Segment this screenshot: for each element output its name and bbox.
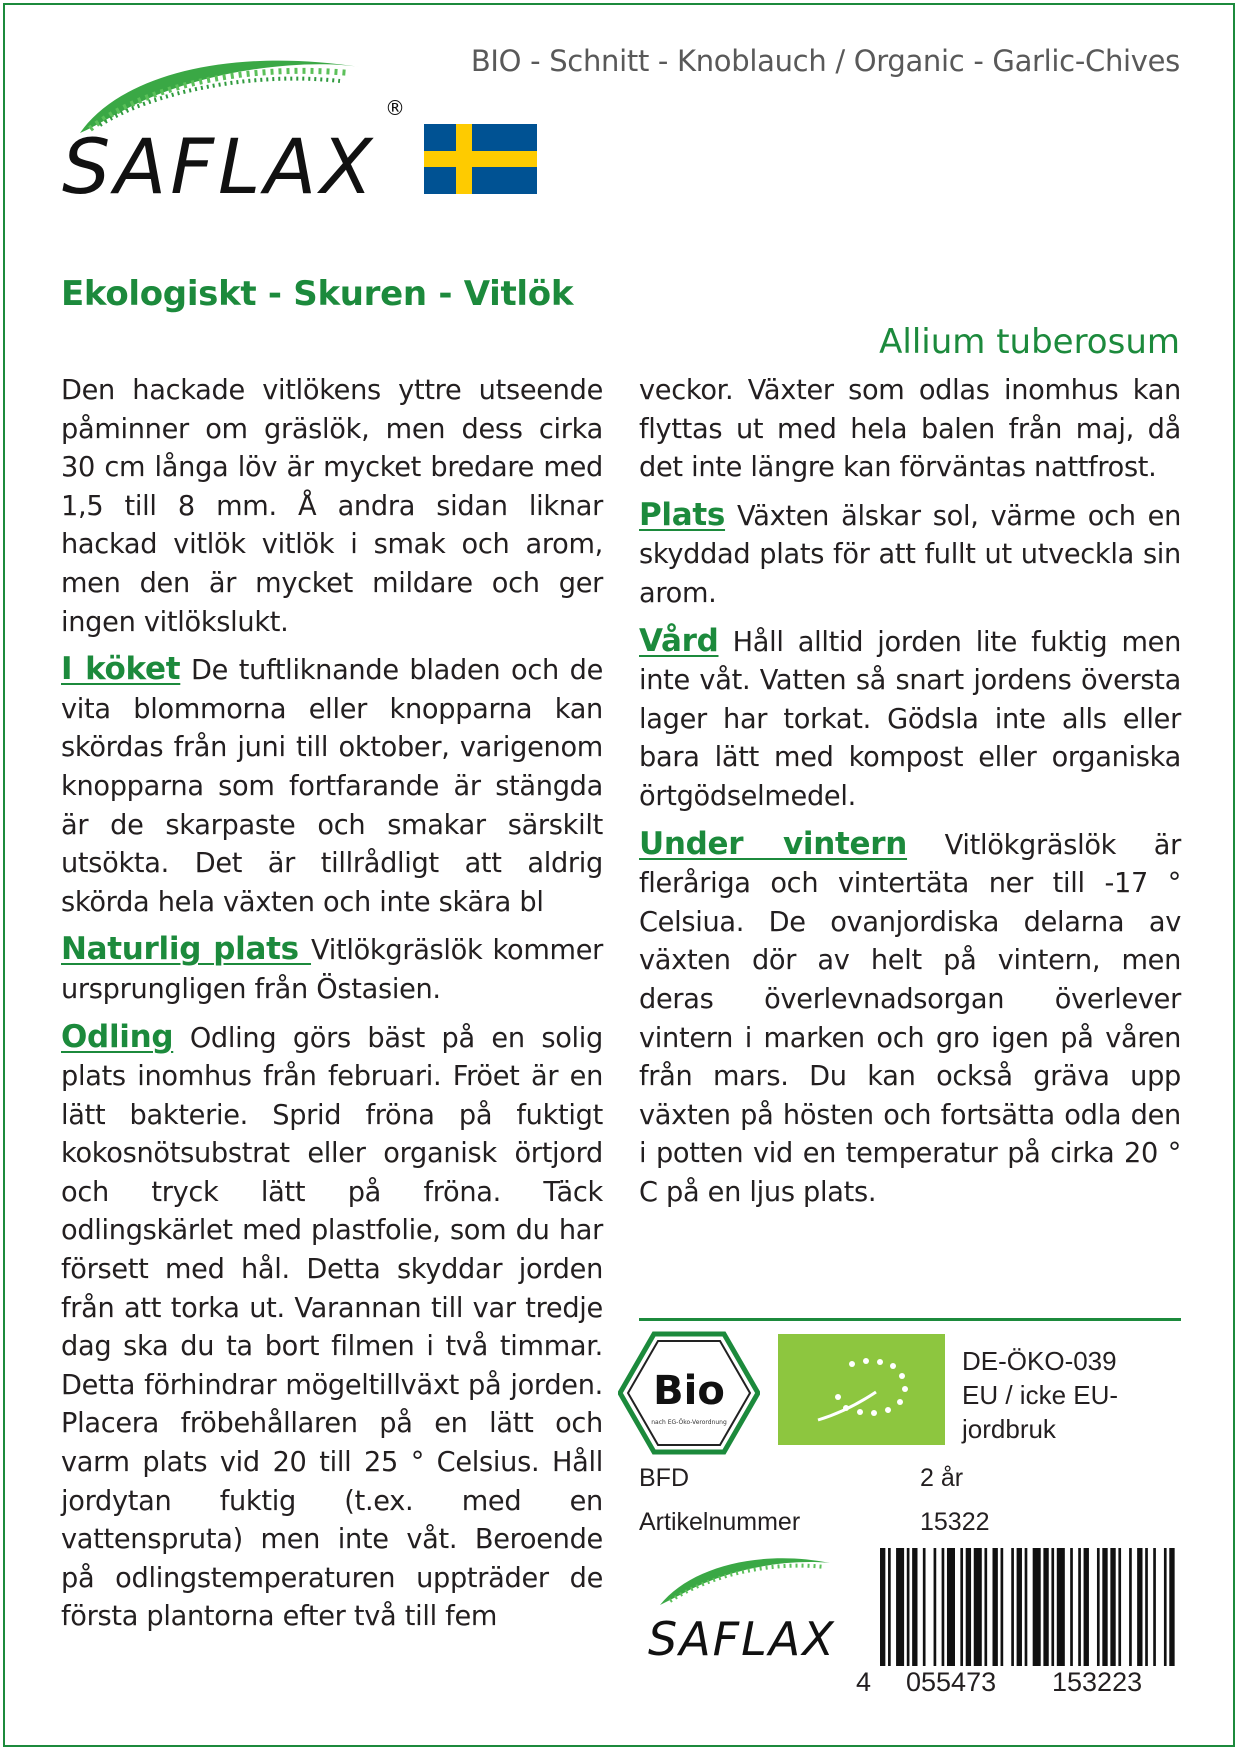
barcode-bar [1084,1548,1089,1666]
barcode-bar [1137,1548,1142,1666]
cultivation-heading: Odling [61,1018,174,1055]
barcode-bar [1153,1548,1156,1666]
barcode-bar [923,1548,926,1666]
barcode-bar [888,1548,891,1666]
barcode-bar [947,1548,955,1666]
certification-code: DE-ÖKO-039 [962,1346,1117,1376]
winter-text: Vitlökgräslök är fleråriga och vintertäta ner till -17 ° Celsiua. De ovanjordiska delarna av växten dör av helt på vintern, men deras överlevnadsorgan överlever vintern i marken och gro igen på våren från mars. Du kan också gräva upp växten på hösten och fortsätta odla den i potten vid en temperatur på cirka 20 ° C på en ljus plats. [639,829,1181,1208]
barcode-bar [1017,1548,1022,1666]
kitchen-heading: I köket [61,651,181,688]
barcode-bar [1164,1548,1167,1666]
natural-paragraph [61,930,603,1009]
bfd-value: 2 år [920,1464,964,1492]
care-paragraph [639,622,1181,817]
intro-paragraph: Den hackade vitlökens yttre utseende påminner om gräslök, men dess cirka 30 cm långa löv är mycket bredare med 1,5 till 8 mm. Å andra sidan liknar hackad vitlök vitlök i smak och arom, men den är mycket mildare och ger ingen vitlökslukt. [61,375,603,638]
barcode-bar [1129,1548,1132,1666]
right-column [639,372,1181,1220]
bfd-label: BFD [639,1464,689,1492]
certification-text [962,1344,1118,1446]
location-heading: Plats [639,496,726,533]
barcode-bar [1001,1548,1004,1666]
brand-wordmark: SAFLAX [62,122,377,210]
registered-mark: ® [385,96,405,120]
latin-name: Allium tuberosum [879,322,1180,362]
bio-seal-label: Bio [653,1368,725,1414]
divider-line [639,1318,1181,1321]
barcode-bar [907,1548,910,1666]
barcode-bar [984,1548,987,1666]
bio-seal-icon [618,1330,760,1456]
barcode-bar [1025,1548,1028,1666]
product-line-title: BIO - Schnitt - Knoblauch / Organic - Garlic-Chives [470,44,1180,78]
origin-line-2: jordbruk [962,1414,1056,1444]
barcode-bar [942,1548,945,1666]
origin-line-1: EU / icke EU- [962,1380,1119,1410]
barcode-digit-prefix: 4 [856,1667,872,1697]
barcode-bar [1011,1548,1014,1666]
barcode-bar [1070,1548,1073,1666]
barcode-digits-right: 153223 [1052,1667,1143,1697]
barcode-digits-left: 055473 [906,1667,997,1697]
saflax-logo-small [640,1545,860,1675]
eu-organic-leaf-icon [778,1334,945,1445]
natural-heading: Naturlig plats [61,931,312,968]
cultivation-paragraph [61,1018,603,1638]
winter-paragraph [639,825,1181,1213]
barcode-bar [993,1548,998,1666]
barcode-bar [1145,1548,1148,1666]
natural-text: Vitlökgräslök kommer ursprungligen från Östasien. [61,935,603,1005]
cultivation-continued: veckor. Växter som odlas inomhus kan flyttas ut med hela balen från maj, då det inte längre kan förväntas nattfrost. [639,375,1181,484]
barcode-bar [1097,1548,1100,1666]
barcode-bar [934,1548,937,1666]
barcode [880,1548,1180,1666]
saflax-logo [60,45,420,210]
barcode-bar [1102,1548,1107,1666]
barcode-bar [1078,1548,1081,1666]
barcode-bar [974,1548,982,1666]
care-heading: Vård [639,622,719,659]
article-number-label: Artikelnummer [639,1508,801,1536]
page-title: Ekologiskt - Skuren - Vitlök [61,274,574,314]
barcode-bar [966,1548,971,1666]
barcode-bar [896,1548,904,1666]
article-number-value: 15322 [920,1508,990,1536]
barcode-bar [912,1548,917,1666]
barcode-bar [1057,1548,1065,1666]
winter-heading: Under vintern [639,825,908,862]
location-paragraph [639,496,1181,614]
barcode-bar [1169,1548,1174,1666]
bio-seal-subtext: nach EG-Öko-Verordnung [651,1419,727,1426]
barcode-bar [960,1548,963,1666]
barcode-bar [1051,1548,1054,1666]
kitchen-text: De tuftliknande bladen och de vita blommorna eller knopparna kan skördas från juni till oktober, varigenom knopparna som fortfarande är stängda är de skarpaste och smakar särskilt utsökta. Det är tillrådligt att aldrig skörda hela växten och inte skära bl [61,655,604,918]
cultivation-text: Odling görs bäst på en solig plats inomhus från februari. Fröet är en lätt bakterie. Sprid fröna på fuktigt kokosnötsubstrat eller organisk örtjord och tryck lätt på fröna. Täck odlingskärlet med plastfolie, som du har försett med hål. Detta skyddar jorden från att torka ut. Varannan till var tredje dag ska du ta bort filmen i två timmar. Detta förhindrar mögeltillväxt på jorden. Placera fröbehållaren på en lätt och varm plats vid 20 till 25 ° Celsius. Håll jordytan fuktig (t.ex. med en vattenspruta) men inte våt. Beroende på odlingstemperaturen uppträder de första plantorna efter två till fem [61,1022,603,1633]
left-column [61,372,603,1645]
location-text: Växten älskar sol, värme och en skyddad plats för att fullt ut utveckla sin arom. [639,500,1181,609]
kitchen-paragraph [61,650,603,922]
barcode-bar [1110,1548,1115,1666]
barcode-bar [1118,1548,1121,1666]
barcode-bar [1033,1548,1041,1666]
barcode-bar [1043,1548,1048,1666]
swedish-flag-icon [424,124,537,194]
small-brand-wordmark: SAFLAX [648,1612,836,1666]
care-text: Håll alltid jorden lite fuktig men inte våt. Vatten så snart jordens översta lager har torkat. Gödsla inte alls eller bara lätt med kompost eller organiska örtgödselmedel. [639,626,1181,812]
barcode-bar [880,1548,885,1666]
